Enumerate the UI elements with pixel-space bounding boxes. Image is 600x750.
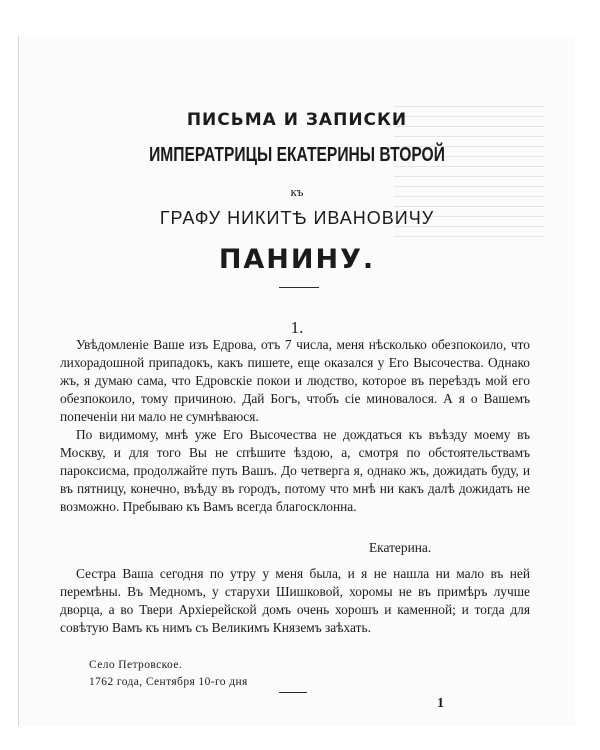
date-line: 1762 года, Сентября 10-го дня [89,676,248,688]
bottom-rule [279,692,307,693]
title-line-3: къ [290,184,304,199]
document-page [18,36,575,726]
letter-body [60,336,530,516]
signature: Екатерина. [369,540,432,555]
place-and-date [89,657,248,691]
bleed-through-text [179,42,509,51]
place-line: Село Петровское. [89,659,183,671]
letter-postscript [60,565,530,637]
title-line-2: ИМПЕРАТРИЦЫ ЕКАТЕРИНЫ ВТОРОЙ [149,144,445,166]
letter-number: 1. [290,318,304,337]
page-number: 1 [437,696,444,711]
postscript-paragraph: Сестра Ваша сегодня по утру у меня была, и я не нашла ни мало въ ней перемѣны. Въ Медномъ, у старухи Шишковой, хоромы не въ примѣръ лучше дворца, а во Твери Архіерейской домъ очень хорошъ и каменной; и тогда для совѣтую Вамъ къ нимъ съ Великимъ Княземъ заѣхать. [60,566,530,635]
title-line-1: ПИСЬМА И ЗАПИСКИ [186,110,408,130]
letter-paragraph: По видимому, мнѣ уже Его Высочества не дождаться къ въѣзду моему въ Москву, и для того Вы не спѣшите ѣздою, а, смотря по обстоятельствамъ пароксисма, продолжайте путь Вашъ. До четверга я, однако жъ, дожидать буду, и въ пятницу, конечно, въѣду въ городъ, потому что мнѣ ни какъ далѣ дожидать не возможно. Пребываю къ Вамъ всегда благосклонна. [60,427,530,514]
divider-rule [279,287,319,288]
title-line-4: ГРАФУ НИКИТѢ ИВАНОВИЧУ [159,208,435,228]
letter-paragraph: Увѣдомленіе Ваше изъ Едрова, отъ 7 числа, меня нѣсколько обезпокоило, что лихорадошной припадокъ, какъ пишете, еще оказался у Его Высочества. Однако жъ, я думаю сама, что Едровскіе покои и людство, которое въ переѣздъ мой его обезпокоило, тому причиною. Дай Богъ, чтобъ сіе миновалося. А я о Вашемъ попеченіи ни мало не сумнѣваюся. [60,337,530,424]
title-line-5: ПАНИНУ. [218,244,376,275]
